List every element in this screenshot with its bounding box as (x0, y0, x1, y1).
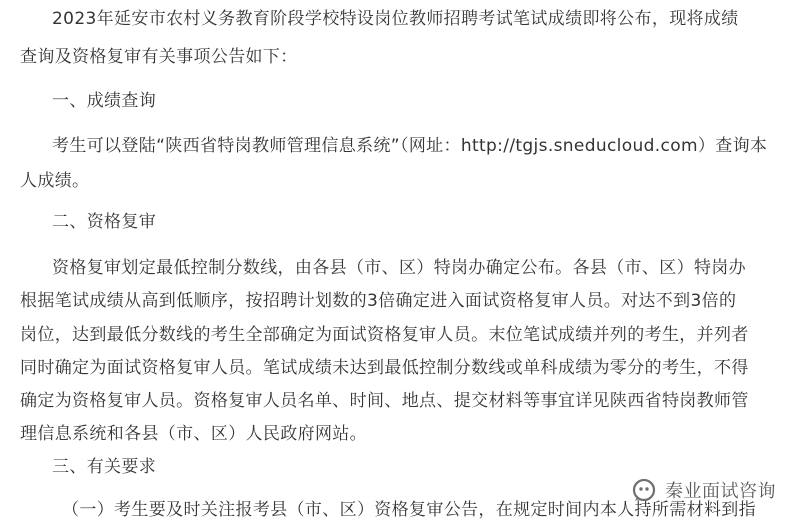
section-heading-requirements: 三、有关要求 (52, 457, 157, 477)
paragraph-requirements-line-1: （一）考生要及时关注报考县（市、区）资格复审公告，在规定时间内本人持所需材料到指 (62, 500, 756, 520)
watermark-text: 秦业面试咨询 (665, 481, 776, 502)
paragraph-review-line-2: 根据笔试成绩从高到低顺序，按招聘计划数的3倍确定进入面试资格复审人员。对达不到3倍的 (20, 291, 737, 311)
section-heading-qualification-review: 二、资格复审 (52, 212, 157, 232)
paragraph-score-line-1: 考生可以登陆“陕西省特岗教师管理信息系统”（网址：http://tgjs.sneducloud.com）查询本 (52, 136, 768, 156)
paragraph-review-line-3: 岗位，达到最低分数线的考生全部确定为面试资格复审人员。末位笔试成绩并列的考生，并列者 (20, 325, 749, 345)
paragraph-review-line-5: 确定为资格复审人员。资格复审人员名单、时间、地点、提交材料等事宜详见陕西省特岗教师管 (20, 391, 749, 411)
paragraph-intro-line-1: 2023年延安市农村义务教育阶段学校特设岗位教师招聘考试笔试成绩即将公布，现将成绩 (52, 9, 739, 29)
paragraph-review-line-1: 资格复审划定最低控制分数线，由各县（市、区）特岗办确定公布。各县（市、区）特岗办 (52, 258, 746, 278)
paragraph-review-line-4: 同时确定为面试资格复审人员。笔试成绩未达到最低控制分数线或单科成绩为零分的考生，不得 (20, 358, 749, 378)
section-heading-score-query: 一、成绩查询 (52, 91, 157, 111)
paragraph-intro-line-2: 查询及资格复审有关事项公告如下： (20, 47, 298, 67)
paragraph-score-line-2: 人成绩。 (20, 171, 90, 191)
wechat-official-account-icon (631, 477, 657, 503)
paragraph-review-line-6: 理信息系统和各县（市、区）人民政府网站。 (20, 424, 367, 444)
watermark (631, 475, 776, 505)
